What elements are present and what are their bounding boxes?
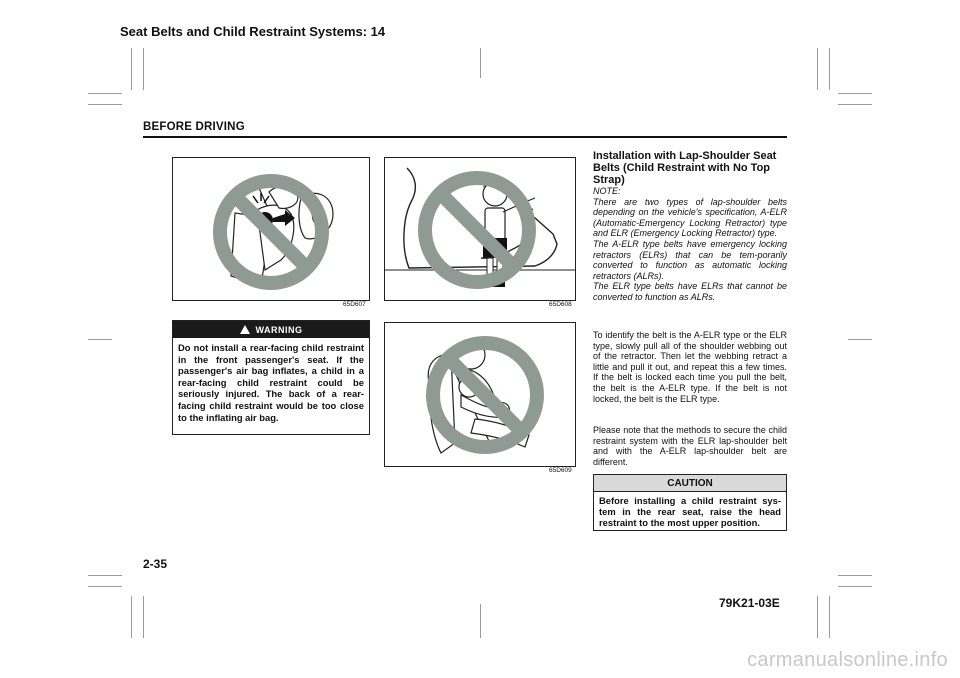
caution-label: CAUTION (594, 475, 786, 492)
page-number: 2-35 (143, 557, 168, 571)
note-paragraph-1: There are two types of lap-shoulder belts depending on the vehicle's specification, A-ELR (Automatic-Emergency Locking Retractor) type and ELR (Emergency Locking Retractor) type. (593, 196, 787, 239)
document-code: 79K21-03E (719, 596, 780, 610)
figure-standing-child (384, 157, 576, 301)
warning-text: Do not install a rear-facing child restraint in the front passenger's seat. If the passenger's air bag inflates, a child in a rear-facing child restraint could be seriously injured. The back of a rear-facing child restraint would be too close to the inflating air bag. (178, 342, 364, 423)
crop-mark (848, 339, 872, 340)
crop-mark (88, 93, 122, 94)
warning-triangle-icon (240, 325, 250, 334)
crop-mark (829, 48, 830, 90)
note-paragraph-3: The ELR type belts have ELRs that cannot be converted to function as ALRs. (593, 281, 787, 302)
figure-child-on-lap (384, 322, 576, 467)
crop-mark (480, 48, 481, 78)
crop-mark (131, 596, 132, 638)
crop-mark (829, 596, 830, 638)
installation-title: Installation with Lap-Shoulder Seat Belts (Child Restraint with No Top Strap) (593, 150, 777, 186)
warning-box (172, 320, 370, 435)
crop-mark (143, 48, 144, 90)
crop-mark (88, 586, 122, 587)
warning-header (173, 321, 369, 338)
chapter-header: Seat Belts and Child Restraint Systems: 14 (120, 24, 386, 39)
crop-mark (838, 575, 872, 576)
crop-mark (88, 575, 122, 576)
installation-body (593, 330, 787, 404)
figure-code-2: 65D608 (549, 301, 572, 308)
crop-mark (838, 93, 872, 94)
body-paragraph-1: To identify the belt is the A-ELR type or the ELR type, slowly pull all of the shoulder webbing out of the retractor. Then let the webbing retract a little and pull it out, and repeat this a few times. If the belt is locked each time you pull the belt, the belt is the A-ELR type. If the belt is not locked, the belt is the ELR type. (593, 330, 787, 404)
crop-mark (480, 604, 481, 638)
note-paragraph-2: The A-ELR type belts have emergency locking retractors (ELRs) that can be tem-porarily converted to function as automatic locking retractors (ALRs). (593, 238, 787, 281)
standing-child-prohibition-illustration (385, 158, 575, 300)
body-paragraph-2: Please note that the methods to secure the child restraint system with the ELR lap-shoulder belt and with the A-ELR lap-shoulder belt are different. (593, 425, 787, 467)
crop-mark (143, 596, 144, 638)
figure-code-1: 65D607 (343, 301, 366, 308)
crop-mark (131, 48, 132, 90)
figure-airbag-rear-facing (172, 157, 370, 301)
airbag-prohibition-illustration (173, 158, 369, 300)
crop-mark (817, 48, 818, 90)
installation-body-2 (593, 425, 787, 467)
note-label: NOTE: (593, 186, 621, 196)
crop-mark (817, 596, 818, 638)
crop-mark (88, 104, 122, 105)
watermark: carmanualsonline.info (747, 649, 948, 671)
crop-mark (838, 104, 872, 105)
caution-box (593, 474, 787, 531)
figure-code-3: 65D609 (549, 467, 572, 474)
child-on-lap-prohibition-illustration (385, 323, 575, 466)
crop-mark (838, 586, 872, 587)
caution-text: Before installing a child restraint sys-tem in the rear seat, raise the head restraint to the most upper position. (599, 495, 781, 529)
section-rule (143, 136, 787, 138)
section-title: BEFORE DRIVING (143, 121, 245, 133)
warning-label: WARNING (255, 324, 303, 335)
installation-note (593, 186, 787, 303)
crop-mark (88, 339, 112, 340)
